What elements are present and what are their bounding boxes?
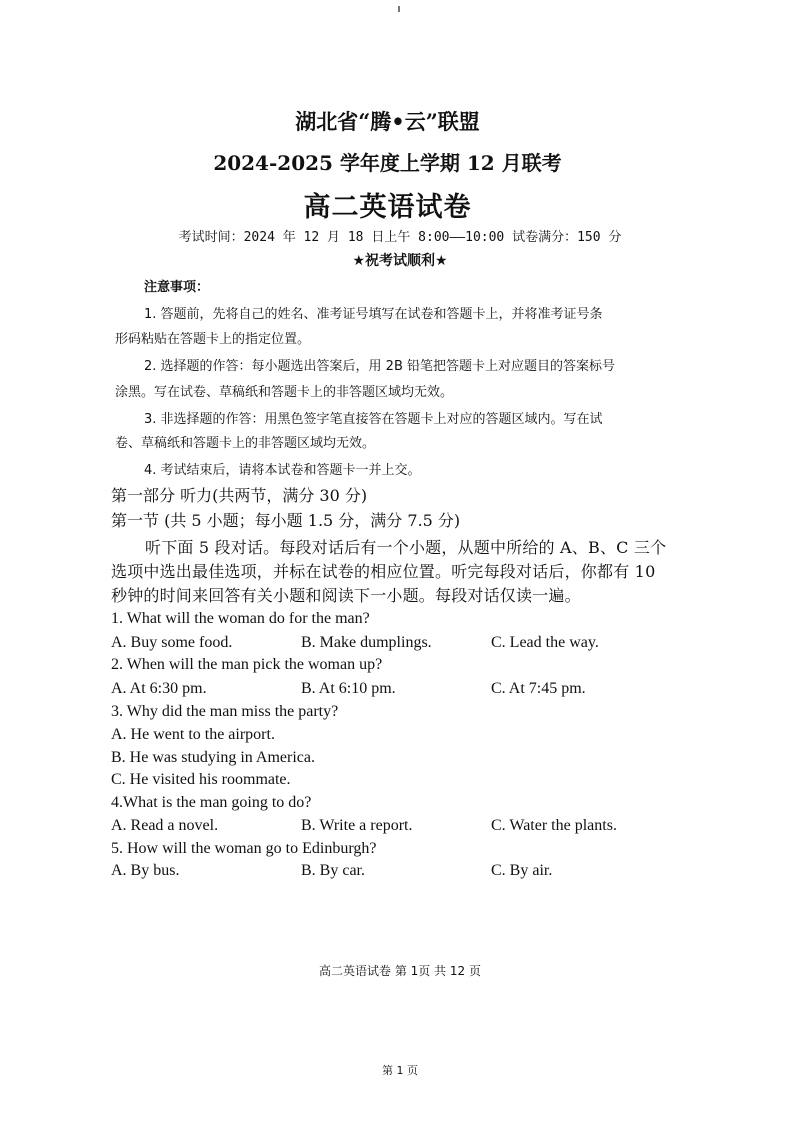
exam-time-info: 考试时间：2024 年 12 月 18 日上午 8:00——10:00 试卷满分：150 分: [178, 230, 622, 245]
part-heading: 第一部分 听力(共两节，满分 30 分): [111, 486, 368, 505]
question-4-option-a: A. Read a novel.: [111, 817, 219, 834]
good-luck-banner: ★祝考试顺利★: [352, 253, 448, 269]
question-5-option-a: A. By bus.: [111, 862, 180, 879]
exam-name: 2024-2025 学年度上学期 12 月联考: [213, 151, 562, 175]
question-2: 2. When will the man pick the woman up?: [111, 656, 383, 673]
instruction-line: 秒钟的时间来回答有关小题和阅读下一小题。每段对话仅读一遍。: [111, 586, 581, 605]
question-5-option-b: B. By car.: [301, 862, 365, 879]
page-number: 第 1 页: [382, 1064, 418, 1077]
question-2-option-c: C. At 7:45 pm.: [491, 680, 586, 697]
question-2-option-b: B. At 6:10 pm.: [301, 680, 396, 697]
section-heading: 第一节 (共 5 小题；每小题 1.5 分，满分 7.5 分): [111, 511, 461, 530]
notice-line: 2. 选择题的作答：每小题选出答案后，用 2B 铅笔把答题卡上对应题目的答案标号: [144, 359, 615, 374]
question-1: 1. What will the woman do for the man?: [111, 610, 370, 627]
question-5-option-c: C. By air.: [491, 862, 553, 879]
notice-line: 1. 答题前，先将自己的姓名、准考证号填写在试卷和答题卡上，并将准考证号条: [144, 307, 603, 322]
question-5: 5. How will the woman go to Edinburgh?: [111, 840, 377, 857]
question-4-option-b: B. Write a report.: [301, 817, 413, 834]
question-3-option-a: A. He went to the airport.: [111, 726, 275, 743]
question-4: 4.What is the man going to do?: [111, 794, 312, 811]
page-footer: 高二英语试卷 第 1页 共 12 页: [319, 964, 481, 978]
question-3-option-b: B. He was studying in America.: [111, 749, 315, 766]
question-3-option-c: C. He visited his roommate.: [111, 771, 291, 788]
question-4-option-c: C. Water the plants.: [491, 817, 617, 834]
top-tick-mark: [398, 6, 400, 12]
question-1-option-c: C. Lead the way.: [491, 634, 599, 651]
question-1-option-b: B. Make dumplings.: [301, 634, 432, 651]
instruction-line: 听下面 5 段对话。每段对话后有一个小题，从题中所给的 A、B、C 三个: [145, 538, 667, 557]
notice-line: 涂黑。写在试卷、草稿纸和答题卡上的非答题区域均无效。: [115, 385, 454, 400]
instruction-line: 选项中选出最佳选项，并标在试卷的相应位置。听完每段对话后，你都有 10: [111, 562, 656, 581]
organizer-title: 湖北省“腾•云”联盟: [295, 109, 480, 134]
question-1-option-a: A. Buy some food.: [111, 634, 233, 651]
question-3: 3. Why did the man miss the party?: [111, 703, 339, 720]
notice-line: 4. 考试结束后，请将本试卷和答题卡一并上交。: [144, 463, 421, 478]
notice-line: 卷、草稿纸和答题卡上的非答题区域均无效。: [115, 436, 376, 451]
question-2-option-a: A. At 6:30 pm.: [111, 680, 207, 697]
notice-line: 3. 非选择题的作答：用黑色签字笔直接答在答题卡上对应的答题区域内。写在试: [144, 412, 603, 427]
page-title: 高二英语试卷: [303, 192, 472, 223]
notice-line: 形码粘贴在答题卡上的指定位置。: [115, 332, 311, 347]
notice-heading: 注意事项：: [144, 280, 210, 295]
